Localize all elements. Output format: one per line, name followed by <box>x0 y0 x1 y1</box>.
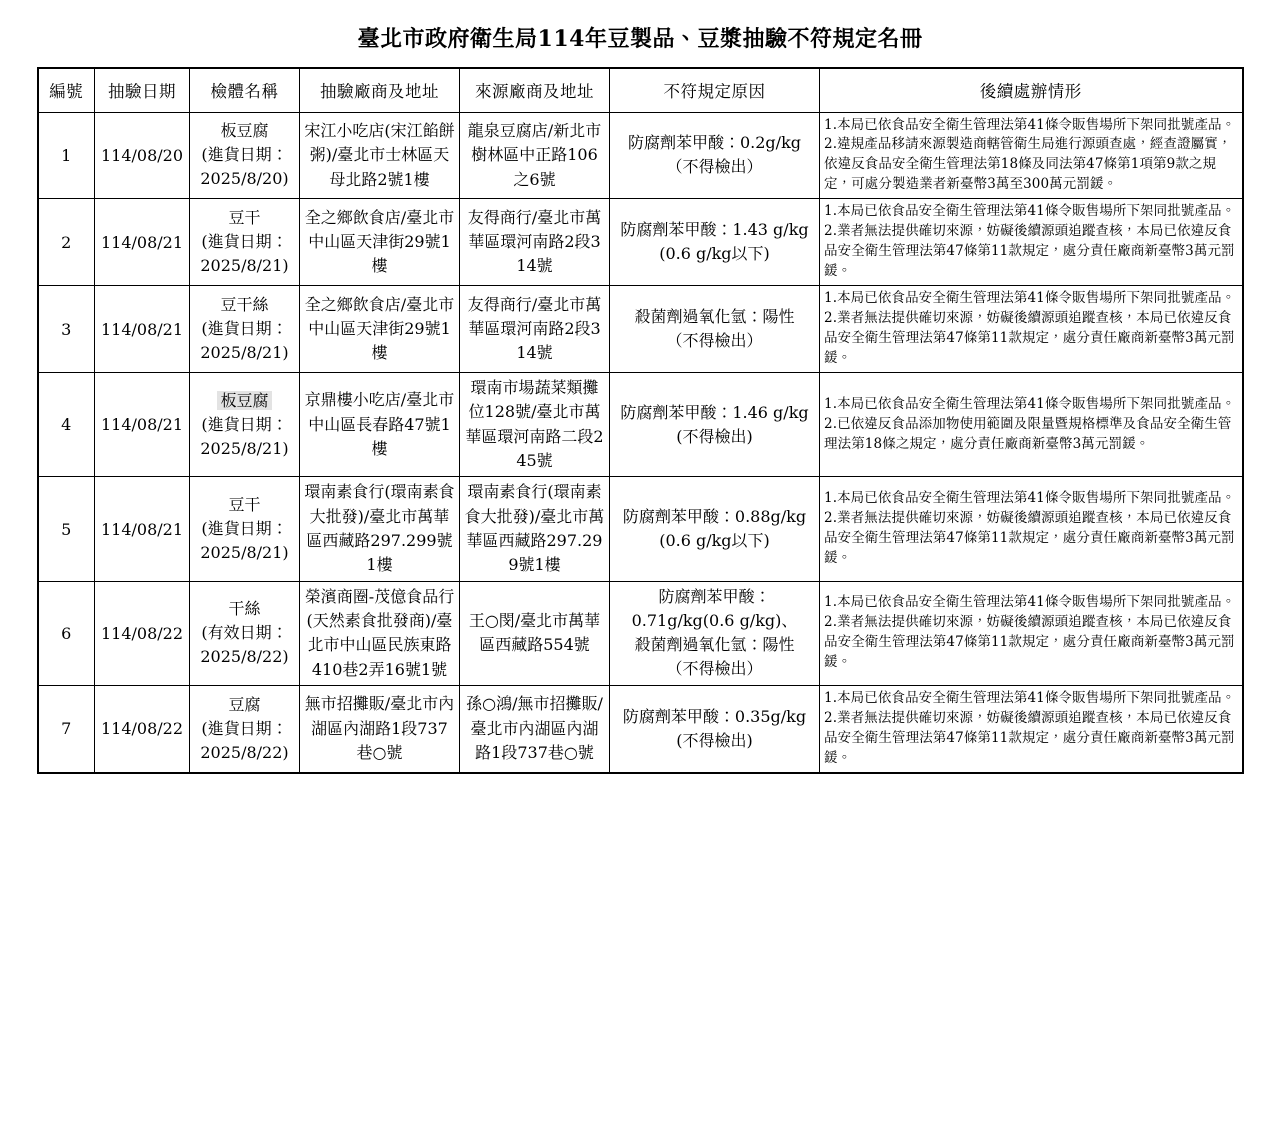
followup-action-item: 2.業者無法提供確切來源，妨礙後續源頭追蹤查核，本局已依違反食品安全衛生管理法第47條第11款規定，處分責任廠商新臺幣3萬元罰鍰。 <box>824 510 1235 566</box>
inspection-results-table <box>37 67 1244 774</box>
sample-name-text: 干絲 <box>228 599 261 619</box>
sample-name-text: 豆腐 <box>228 694 261 714</box>
sample-name-text: 豆干 <box>228 208 261 228</box>
cell-sampling-date: 114/08/21 <box>95 199 190 286</box>
cell-violation-reason <box>610 199 820 286</box>
sample-date-label: (有效日期： <box>201 623 288 643</box>
cell-followup-action <box>820 477 1243 581</box>
sample-date-label: (進貨日期： <box>201 519 288 538</box>
cell-violation-reason <box>610 581 820 685</box>
followup-action-item: 2.業者無法提供確切來源，妨礙後續源頭追蹤查核，本局已依違反食品安全衛生管理法第47條第11款規定，處分責任廠商新臺幣3萬元罰鍰。 <box>824 709 1235 766</box>
cell-vendor-address: 全之鄉飲食店/臺北市中山區天津街29號1樓 <box>300 199 460 286</box>
cell-sample-name <box>190 685 300 772</box>
cell-vendor-address: 環南素食行(環南素食大批發)/臺北市萬華區西藏路297.299號1樓 <box>300 477 460 581</box>
sample-name-line <box>194 597 295 621</box>
sample-date-value: 2025/8/22) <box>200 742 289 762</box>
followup-action-item: 1.本局已依食品安全衛生管理法第41條令販售場所下架同批號產品。 <box>824 290 1236 307</box>
violation-reason-line: 防腐劑苯甲酸：0.35g/kg <box>622 706 807 726</box>
cell-followup-action <box>820 581 1243 685</box>
cell-vendor-address: 全之鄉飲食店/臺北市中山區天津街29號1樓 <box>300 286 460 373</box>
table-header-row <box>38 68 1243 112</box>
cell-sample-name <box>190 286 300 373</box>
column-header-action: 後續處辦情形 <box>820 68 1243 112</box>
sample-date-label: (進貨日期： <box>201 414 288 434</box>
sample-name-line <box>194 119 295 143</box>
cell-sample-name <box>190 373 300 477</box>
sample-name-line <box>194 206 295 230</box>
sample-date-label: (進貨日期： <box>201 718 288 738</box>
cell-followup-action <box>820 112 1243 199</box>
cell-no: 5 <box>38 477 95 581</box>
cell-vendor-address: 京鼎樓小吃店/臺北市中山區長春路47號1樓 <box>300 373 460 477</box>
cell-violation-reason <box>610 685 820 772</box>
table-row <box>38 477 1243 581</box>
table-row <box>38 685 1243 772</box>
violation-reason-line: (0.6 g/kg以下) <box>659 244 770 264</box>
followup-action-item: 1.本局已依食品安全衛生管理法第41條令販售場所下架同批號產品。 <box>824 116 1236 133</box>
sample-name-text-highlighted: 板豆腐 <box>217 391 271 410</box>
cell-no: 7 <box>38 685 95 772</box>
cell-source-address: 環南素食行(環南素食大批發)/臺北市萬華區西藏路297.299號1樓 <box>460 477 610 581</box>
table-row <box>38 199 1243 286</box>
followup-action-item: 2.業者無法提供確切來源，妨礙後續源頭追蹤查核，本局已依違反食品安全衛生管理法第47條第11款規定，處分責任廠商新臺幣3萬元罰鍰。 <box>824 310 1235 367</box>
cell-sampling-date: 114/08/21 <box>95 286 190 373</box>
cell-violation-reason <box>610 286 820 373</box>
followup-action-item: 1.本局已依食品安全衛生管理法第41條令販售場所下架同批號產品。 <box>824 689 1236 706</box>
sample-date-label: (進貨日期： <box>201 232 288 252</box>
followup-action-item: 1.本局已依食品安全衛生管理法第41條令販售場所下架同批號產品。 <box>824 490 1236 507</box>
sample-date-value: 2025/8/21) <box>200 256 289 276</box>
table-row <box>38 286 1243 373</box>
sample-date-value: 2025/8/21) <box>200 343 289 363</box>
cell-no: 3 <box>38 286 95 373</box>
cell-sample-name <box>190 477 300 581</box>
column-header-sample: 檢體名稱 <box>190 68 300 112</box>
followup-action-item: 2.業者無法提供確切來源，妨礙後續源頭追蹤查核，本局已依違反食品安全衛生管理法第47條第11款規定，處分責任廠商新臺幣3萬元罰鍰。 <box>824 614 1235 671</box>
page-title: 臺北市政府衛生局114年豆製品、豆漿抽驗不符規定名冊 <box>357 26 923 52</box>
violation-reason-line: 防腐劑苯甲酸：0.88g/kg <box>622 507 807 526</box>
cell-no: 4 <box>38 373 95 477</box>
violation-reason-line: 防腐劑苯甲酸：1.43 g/kg <box>620 220 809 240</box>
cell-no: 6 <box>38 581 95 685</box>
followup-action-item: 1.本局已依食品安全衛生管理法第41條令販售場所下架同批號產品。 <box>824 395 1236 412</box>
violation-reason-line: （不得檢出） <box>666 157 763 177</box>
violation-reason-line: 防腐劑苯甲酸： <box>658 587 771 607</box>
sample-name-text: 豆干 <box>228 495 261 514</box>
table-row <box>38 373 1243 477</box>
cell-sample-name <box>190 581 300 685</box>
violation-reason-line: 0.71g/kg(0.6 g/kg)、 <box>631 611 798 631</box>
cell-sampling-date: 114/08/21 <box>95 477 190 581</box>
table-row <box>38 112 1243 199</box>
violation-reason-line: (不得檢出) <box>676 730 753 750</box>
column-header-date: 抽驗日期 <box>95 68 190 112</box>
violation-reason-line: (0.6 g/kg以下) <box>659 531 770 550</box>
followup-action-item: 2.業者無法提供確切來源，妨礙後續源頭追蹤查核，本局已依違反食品安全衛生管理法第47條第11款規定，處分責任廠商新臺幣3萬元罰鍰。 <box>824 223 1235 280</box>
sample-date-label: (進貨日期： <box>201 319 288 339</box>
sample-name-text: 板豆腐 <box>220 121 269 141</box>
cell-followup-action <box>820 286 1243 373</box>
cell-sampling-date: 114/08/22 <box>95 685 190 772</box>
cell-followup-action <box>820 199 1243 286</box>
column-header-vendor: 抽驗廠商及地址 <box>300 68 460 112</box>
followup-action-item: 1.本局已依食品安全衛生管理法第41條令販售場所下架同批號產品。 <box>824 594 1236 611</box>
cell-source-address: 王○閔/臺北市萬華區西藏路554號 <box>460 581 610 685</box>
column-header-reason: 不符規定原因 <box>610 68 820 112</box>
table-row <box>38 581 1243 685</box>
cell-sampling-date: 114/08/21 <box>95 373 190 477</box>
cell-sampling-date: 114/08/22 <box>95 581 190 685</box>
violation-reason-line: （不得檢出） <box>666 331 763 351</box>
cell-sampling-date: 114/08/20 <box>95 112 190 199</box>
cell-vendor-address: 宋江小吃店(宋江餡餅粥)/臺北市士林區天母北路2號1樓 <box>300 112 460 199</box>
violation-reason-line: 殺菌劑過氧化氫：陽性 <box>634 307 795 327</box>
cell-vendor-address: 無市招攤販/臺北市內湖區內湖路1段737巷○號 <box>300 685 460 772</box>
cell-sample-name <box>190 112 300 199</box>
sample-date-value: 2025/8/21) <box>200 438 289 458</box>
cell-followup-action <box>820 685 1243 772</box>
cell-vendor-address: 榮濱商圈-茂億食品行(天然素食批發商)/臺北市中山區民族東路410巷2弄16號1號 <box>300 581 460 685</box>
sample-name-line <box>194 493 295 517</box>
sample-name-line <box>194 693 295 717</box>
followup-action-item: 1.本局已依食品安全衛生管理法第41條令販售場所下架同批號產品。 <box>824 203 1236 220</box>
cell-source-address: 龍泉豆腐店/新北市樹林區中正路106之6號 <box>460 112 610 199</box>
column-header-source: 來源廠商及地址 <box>460 68 610 112</box>
followup-action-item: 2.違規產品移請來源製造商轄管衛生局進行源頭查處，經查證屬實，依違反食品安全衛生管理法第18條及同法第47條第1項第9款之規定，可處分製造業者新臺幣3萬至300萬元罰鍰。 <box>824 136 1232 193</box>
sample-name-line <box>194 389 295 413</box>
violation-reason-line: (不得檢出) <box>676 426 753 446</box>
cell-no: 1 <box>38 112 95 199</box>
cell-violation-reason <box>610 477 820 581</box>
table-body <box>38 112 1243 773</box>
cell-no: 2 <box>38 199 95 286</box>
sample-date-value: 2025/8/22) <box>200 647 289 667</box>
cell-violation-reason <box>610 112 820 199</box>
violation-reason-line: 防腐劑苯甲酸：0.2g/kg <box>627 133 802 153</box>
cell-violation-reason <box>610 373 820 477</box>
cell-source-address: 孫○鴻/無市招攤販/臺北市內湖區內湖路1段737巷○號 <box>460 685 610 772</box>
violation-reason-line: （不得檢出） <box>666 659 763 679</box>
violation-reason-line: 防腐劑苯甲酸：1.46 g/kg <box>620 402 809 422</box>
followup-action-item: 2.已依違反食品添加物使用範圍及限量暨規格標準及食品安全衛生管理法第18條之規定，處分責任廠商新臺幣3萬元罰鍰。 <box>824 415 1232 452</box>
cell-source-address: 友得商行/臺北市萬華區環河南路2段314號 <box>460 286 610 373</box>
cell-sample-name <box>190 199 300 286</box>
sample-date-value: 2025/8/20) <box>200 169 289 189</box>
violation-reason-line: 殺菌劑過氧化氫：陽性 <box>634 635 795 655</box>
cell-source-address: 友得商行/臺北市萬華區環河南路2段314號 <box>460 199 610 286</box>
cell-source-address: 環南市場蔬菜類攤位128號/臺北市萬華區環河南路二段245號 <box>460 373 610 477</box>
column-header-no: 編號 <box>38 68 95 112</box>
cell-followup-action <box>820 373 1243 477</box>
sample-name-text: 豆干絲 <box>220 295 269 315</box>
sample-date-label: (進貨日期： <box>201 145 288 165</box>
sample-date-value: 2025/8/21) <box>200 543 289 562</box>
sample-name-line <box>194 293 295 317</box>
